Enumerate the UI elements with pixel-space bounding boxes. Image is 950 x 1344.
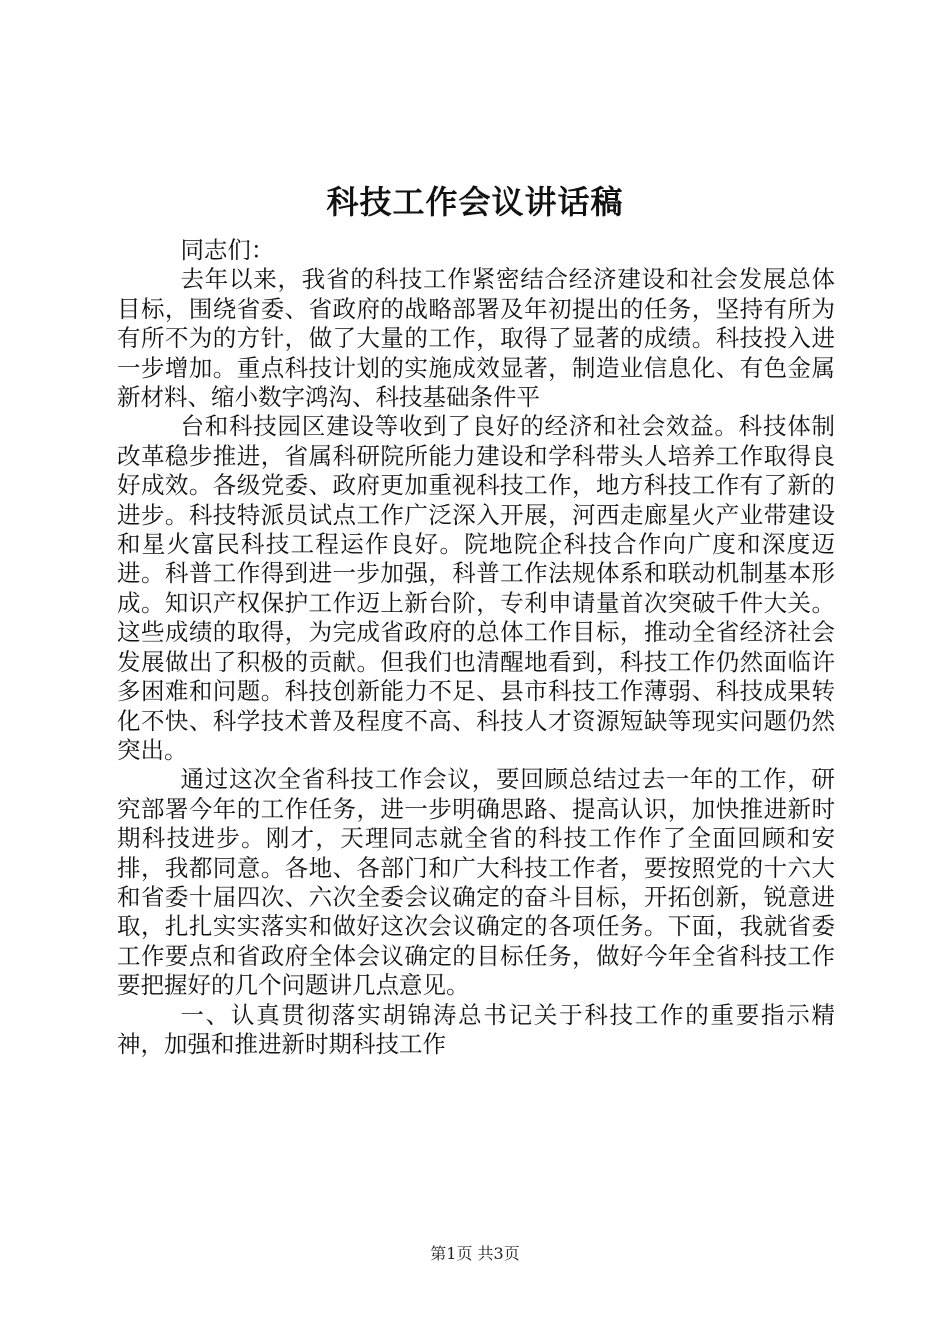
paragraph-1: 去年以来，我省的科技工作紧密结合经济建设和社会发展总体目标，围绕省委、省政府的战略部署及年初提出的任务，坚持有所为有所不为的方针，做了大量的工作，取得了显著的成绩。科技投入进一步增加。重点科技计划的实施成效显著，制造业信息化、有色金属新材料、缩小数字鸿沟、科技基础条件平 — [117, 265, 835, 412]
section-heading-1: 一、认真贯彻落实胡锦涛总书记关于科技工作的重要指示精神，加强和推进新时期科技工作 — [117, 1000, 835, 1058]
salutation: 同志们： — [180, 236, 275, 264]
document-title: 科技工作会议讲话稿 — [326, 183, 624, 221]
paragraph-2: 台和科技园区建设等收到了良好的经济和社会效益。科技体制改革稳步推进，省属科研院所能力建设和学科带头人培养工作取得良好成效。各级党委、政府更加重视科技工作，地方科技工作有了新的进步。科技特派员试点工作广泛深入开展，河西走廊星火产业带建设和星火富民科技工程运作良好。院地院企科技合作向广度和深度迈进。科普工作得到进一步加强，科普工作法规体系和联动机制基本形成。知识产权保护工作迈上新台阶，专利申请量首次突破千件大关。这些成绩的取得，为完成省政府的总体工作目标，推动全省经济社会发展做出了积极的贡献。但我们也清醒地看到，科技工作仍然面临许多困难和问题。科技创新能力不足、县市科技工作薄弱、科技成果转化不快、科学技术普及程度不高、科技人才资源短缺等现实问题仍然突出。 — [117, 412, 835, 764]
paragraph-3: 通过这次全省科技工作会议，要回顾总结过去一年的工作，研究部署今年的工作任务，进一步明确思路、提高认识，加快推进新时期科技进步。刚才，天理同志就全省的科技工作作了全面回顾和安排，我都同意。各地、各部门和广大科技工作者，要按照党的十六大和省委十届四次、六次全委会议确定的奋斗目标，开拓创新，锐意进取，扎扎实实落实和做好这次会议确定的各项任务。下面，我就省委工作要点和省政府全体会议确定的目标任务，做好今年全省科技工作要把握好的几个问题讲几点意见。 — [117, 765, 835, 1000]
document-body — [117, 236, 835, 1059]
page-number: 第1页 共3页 — [430, 1244, 520, 1263]
